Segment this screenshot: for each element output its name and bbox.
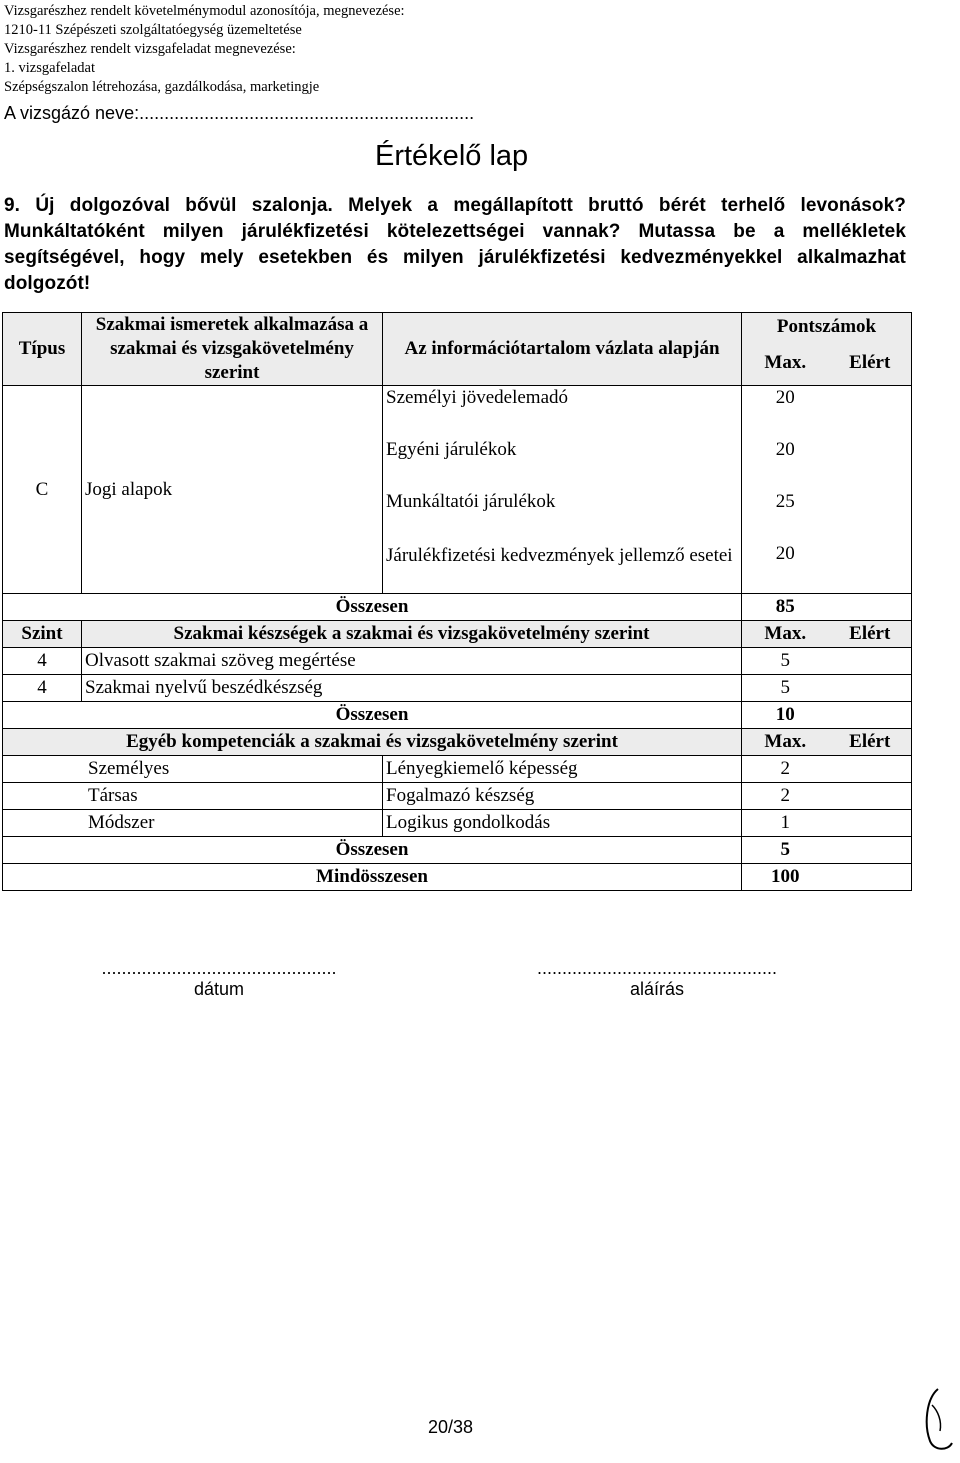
question-text: 9. Új dolgozóval bővül szalonja. Melyek a megállapított bruttó bérét terhelő levonások? Munkáltatóként milyen járulékfizetési kötelezettségei vannak? Mutassa be a mellékletek segítségével, hogy mely esetekben és milyen járulékfizetési kedvezményekkel alkalmazhat dolgozót! xyxy=(4,195,906,294)
document-header xyxy=(4,2,405,97)
header-line: Vizsgarészhez rendelt vizsgafeladat megnevezése: xyxy=(4,41,296,57)
info-row: Egyéni járulékok xyxy=(383,438,742,490)
handwritten-initial-mark xyxy=(918,1385,958,1455)
header-line: Vizsgarészhez rendelt követelménymodul azonosítója, megnevezése: xyxy=(4,3,405,19)
skill-label: Szakmai nyelvű beszédkészség xyxy=(82,675,742,702)
competence-max: 2 xyxy=(742,783,829,810)
info-row: Munkáltatói járulékok xyxy=(383,490,742,542)
elert-value xyxy=(829,386,912,438)
competence-label: Lényegkiemelő képesség xyxy=(383,756,742,783)
total-elert xyxy=(829,594,912,621)
header-szakmai: Szakmai ismeretek alkalmazása a szakmai és vizsgakövetelmény szerint xyxy=(82,313,383,386)
competence-max-header: Max. xyxy=(742,729,829,756)
competence-elert xyxy=(829,783,912,810)
evaluation-table xyxy=(2,312,912,891)
skills-max-header: Max. xyxy=(742,621,829,648)
header-tipus: Típus xyxy=(3,313,82,386)
max-value: 20 xyxy=(742,386,829,438)
total-max: 5 xyxy=(742,837,829,864)
grand-total-elert xyxy=(829,864,912,891)
total-label: Összesen xyxy=(3,837,742,864)
skill-elert xyxy=(829,675,912,702)
total-elert xyxy=(829,837,912,864)
competence-header: Egyéb kompetenciák a szakmai és vizsgakövetelmény szerint xyxy=(3,729,742,756)
header-info: Az információtartalom vázlata alapján xyxy=(383,313,742,386)
signature-block xyxy=(526,958,788,1000)
type-cell: C xyxy=(3,386,82,594)
competence-category: Módszer xyxy=(3,810,383,837)
max-value: 20 xyxy=(742,542,829,594)
elert-value xyxy=(829,438,912,490)
grand-total-max: 100 xyxy=(742,864,829,891)
topic-cell: Jogi alapok xyxy=(82,386,383,594)
competence-category: Személyes xyxy=(3,756,383,783)
competence-category: Társas xyxy=(3,783,383,810)
competence-elert xyxy=(829,810,912,837)
skill-max: 5 xyxy=(742,648,829,675)
info-row: Járulékfizetési kedvezmények jellemző esetei xyxy=(383,542,742,594)
competence-elert-header: Elért xyxy=(829,729,912,756)
skill-level: 4 xyxy=(3,675,82,702)
signature-label: aláírás xyxy=(629,979,685,999)
header-line: 1210-11 Szépészeti szolgáltatóegység üzemeltetése xyxy=(4,22,302,38)
max-value: 20 xyxy=(742,438,829,490)
skill-level: 4 xyxy=(3,648,82,675)
header-line: 1. vizsgafeladat xyxy=(4,60,95,76)
date-label: dátum xyxy=(193,979,245,999)
skill-label: Olvasott szakmai szöveg megértése xyxy=(82,648,742,675)
competence-label: Logikus gondolkodás xyxy=(383,810,742,837)
skills-header: Szakmai készségek a szakmai és vizsgakövetelmény szerint xyxy=(82,621,742,648)
szint-header: Szint xyxy=(3,621,82,648)
total-max: 85 xyxy=(742,594,829,621)
competence-max: 1 xyxy=(742,810,829,837)
candidate-name-field: A vizsgázó neve:................................................................... xyxy=(4,103,475,123)
header-line: Szépségszalon létrehozása, gazdálkodása, marketingje xyxy=(4,79,320,95)
date-signature-block xyxy=(88,958,350,1000)
competence-elert xyxy=(829,756,912,783)
competence-max: 2 xyxy=(742,756,829,783)
page-number: 20/38 xyxy=(428,1417,474,1437)
header-pontszamok: Pontszámok xyxy=(742,313,912,342)
skill-max: 5 xyxy=(742,675,829,702)
header-elert: Elért xyxy=(829,341,912,385)
elert-value xyxy=(829,490,912,542)
total-label: Összesen xyxy=(3,702,742,729)
elert-value xyxy=(829,542,912,594)
total-label: Összesen xyxy=(3,594,742,621)
date-dots: ............................................... xyxy=(101,958,337,978)
total-elert xyxy=(829,702,912,729)
header-max: Max. xyxy=(742,341,829,385)
max-value: 25 xyxy=(742,490,829,542)
signature-dots: ................................................ xyxy=(536,958,778,978)
total-max: 10 xyxy=(742,702,829,729)
competence-label: Fogalmazó készség xyxy=(383,783,742,810)
grand-total-label: Mindösszesen xyxy=(3,864,742,891)
page-title: Értékelő lap xyxy=(375,140,529,172)
info-row: Személyi jövedelemadó xyxy=(383,386,742,438)
skill-elert xyxy=(829,648,912,675)
skills-elert-header: Elért xyxy=(829,621,912,648)
